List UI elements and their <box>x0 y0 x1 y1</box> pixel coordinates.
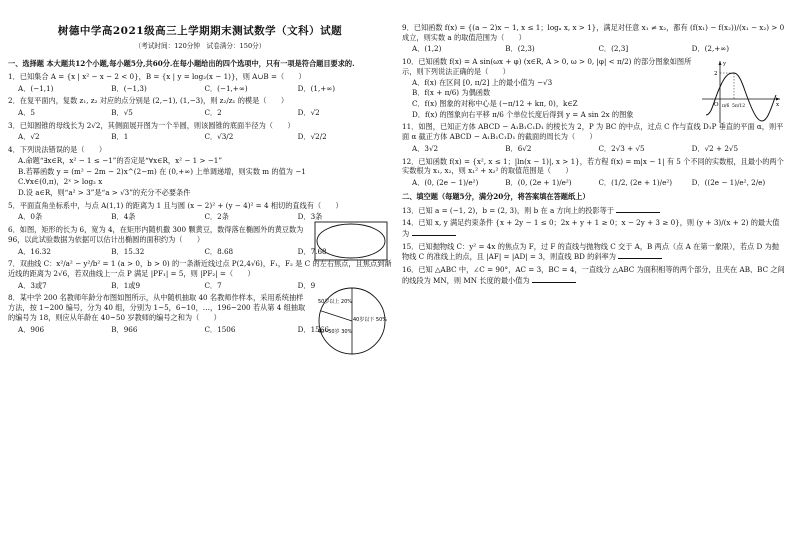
options <box>402 178 786 188</box>
exam-title: 树德中学高2021级高三上学期期末测试数学（文科）试题 <box>57 25 343 37</box>
option-b: B．1或9 <box>111 280 141 290</box>
section-fill-heading: 二、填空题（每题5分，满分20分，将答案填在答题纸上） <box>402 191 590 201</box>
section-choice-heading: 一、选择题 本大题共12个小题,每小题5分,共60分.在每小题给出的四个选项中，只有一项是符合题目要求的. <box>8 59 355 69</box>
option-c: C.∀x∈(0,π)，2ˣ > log₂ x <box>18 177 103 187</box>
pie-label-under40: 40岁以下 50% <box>352 317 388 324</box>
option-a: A．f(x) 在区间 [0, π/2] 上的最小值为 −√3 <box>412 77 553 87</box>
option-b: B．966 <box>111 324 138 334</box>
answer-blank[interactable] <box>616 205 660 213</box>
option-c: C．2条 <box>204 212 229 222</box>
question-text: 7．双曲线 C：x²/a² − y²/b² = 1 (a > 0，b > 0) 的一条渐近线过点 P(2,4√6)，F₁，F₂ 是 C 的左右焦点，且焦点到渐近线的距离为 2√6，若双曲线上一点 P 满足 |PF₁| = 5，则 |PF₂| =（ ） <box>8 259 392 278</box>
question-11 <box>402 122 786 153</box>
option-b: B．√5 <box>111 107 133 117</box>
question-text: 11．如图，已知正方体 ABCD − A₁B₁C₁D₁ 的棱长为 2，P 为 BC 的中点，过点 C 作与直线 D₁P 垂直的平面 α，则平面 α 截正方体 ABCD − A₁B₁C₁D₁ 的截面的周长为（ ） <box>402 122 784 142</box>
option-c: C．7 <box>204 280 222 290</box>
option-b: B．15.32 <box>111 246 145 256</box>
option-b: B．6√2 <box>505 143 532 153</box>
option-a: A．√2 <box>18 132 40 142</box>
question-6 <box>8 225 392 256</box>
question-text: 15．已知抛物线 C：y² = 4x 的焦点为 F，过 F 的直线与抛物线 C 交于 A，B 两点（点 A 在第一象限），若点 D 为抛物线 C 的准线上的点，且 |AF| = |AD| = 3，则直线 BD 的斜率为 <box>402 241 779 262</box>
origin-label: O <box>714 102 719 109</box>
question-13 <box>402 205 786 216</box>
amplitude-label: 2 <box>714 71 718 78</box>
option-d: D．(2,+∞) <box>691 44 730 54</box>
option-d: D．7.68 <box>297 246 327 256</box>
options <box>8 108 392 118</box>
pie-label-40to50: 40~50岁 30% <box>317 329 353 336</box>
pie-label-over50: 50岁以上 20% <box>317 299 353 306</box>
answer-blank[interactable] <box>532 275 576 283</box>
option-a: A．5 <box>18 107 35 117</box>
option-c: C．f(x) 图象的对称中心是 (−π/12 + kπ, 0)，k∈Z <box>412 99 578 109</box>
right-column <box>402 0 786 560</box>
question-text: 2．在复平面内，复数 z₁, z₂ 对应的点分别是 (2,−1), (1,−3)，则 z₂/z₁ 的模是（ ） <box>8 96 289 106</box>
option-c: C．2 <box>204 107 222 117</box>
option-b: B.若幂函数 y = (m² − 2m − 2)x^(2−m) 在 (0,+∞) 上单调递增，则实数 m 的值为 −1 <box>18 166 306 176</box>
option-a: A.命题“∃x∈R，x² − 1 ≤ −1”的否定是“∀x∈R，x² − 1 > −1” <box>18 155 223 165</box>
question-text: 9．已知函数 f(x) = {(a − 2)x − 1, x ≤ 1；logₐ x, x > 1}，满足对任意 x₁ ≠ x₂，都有 (f(x₁) − f(x₂))/(x₁ − x₂) > 0 成立，则实数 a 的取值范围为（ ） <box>402 23 785 42</box>
question-14 <box>402 218 786 238</box>
option-a: A．3或7 <box>18 280 47 290</box>
option-c: C．√3/2 <box>204 132 234 142</box>
option-d: D．√2/2 <box>297 132 327 142</box>
option-d: D．f(x) 的图象向右平移 π/6 个单位长度后得到 y = A sin 2x 的图象 <box>412 109 634 119</box>
option-b: B．(2,3) <box>505 44 535 54</box>
question-15 <box>402 242 786 262</box>
option-d: D．√2 <box>297 107 320 117</box>
question-text: 13．已知 a = (−1, 2)，b = (2, 3)，则 b 在 a 方向上的投影等于 <box>402 205 615 215</box>
ellipse-in-rectangle-figure <box>314 221 388 261</box>
option-c: C．(2,3] <box>598 44 629 54</box>
question-text: 1．已知集合 A = {x | x² − x − 2 < 0}，B = {x | y = log₂(x − 1)}，则 A∪B =（ ） <box>8 71 306 81</box>
question-3 <box>8 121 392 142</box>
option-d: D.设 a∈R，则“a² > 3”是“a > √3”的充分不必要条件 <box>18 187 191 197</box>
option-c: C．(−1,+∞) <box>204 83 248 93</box>
question-4 <box>8 145 392 198</box>
exam-subtitle: （考试时间：120分钟 试卷满分：150分） <box>134 42 266 51</box>
question-5 <box>8 201 392 222</box>
option-a: A．(0, (2e − 1)/e²) <box>412 178 479 188</box>
option-d: D．1566 <box>297 324 329 334</box>
answer-blank[interactable] <box>412 228 456 236</box>
pie-divider-left <box>321 311 352 321</box>
option-c: C．2√3 + √5 <box>598 143 645 153</box>
question-text: 10．已知函数 f(x) = A sin(ωx + φ) (x∈R, A > 0, ω > 0, |φ| < π/2) 的部分图象如图所示，则下列说法正确的是（ ） <box>402 57 692 76</box>
question-text: 5．平面直角坐标系中，与点 A(1,1) 的距离为 1 且与圆 (x − 2)² + (y − 4)² = 4 相切的直线有（ ） <box>8 200 343 210</box>
option-d: D．3条 <box>297 212 323 222</box>
question-text: 6．如图，矩形的长为 6，宽为 4，在矩形内随机撒 300 颗黄豆，数得落在椭圆外的黄豆数为 96，以此试验数据为依据可以估计出椭圆的面积约为（ ） <box>8 225 304 244</box>
option-a: A．(1,2) <box>412 44 442 54</box>
option-a: A．(−1,1) <box>18 83 54 93</box>
option-b: B．(−1,3) <box>111 83 147 93</box>
option-a: A．16.32 <box>18 246 51 256</box>
question-text: 16．已知 △ABC 中，∠C = 90°，AC = 3，BC = 4，一直线分 △ABC 为面积相等的两个部分，且夹在 AB、BC 之间的线段为 MN，则 MN 长度的最小值为 <box>402 265 785 285</box>
question-9 <box>402 23 786 54</box>
option-c: C．1506 <box>204 324 236 334</box>
ellipse <box>317 224 385 258</box>
option-a: A．3√2 <box>412 143 439 153</box>
option-d: D．√2 + 2√5 <box>691 143 739 153</box>
option-c: C．(1/2, (2e + 1)/e²) <box>598 178 673 188</box>
options <box>8 132 392 142</box>
question-text: 8．某中学 200 名教师年龄分布图如图所示，从中随机抽取 40 名教师作样本，采用系统抽样方法，按 1~200 编号，分为 40 组，分别为 1~5，6~10，…，196~200 若从第 4 组抽取的编号为 18，则应从年龄在 40~50 岁教师的编号之和为（ ） <box>8 293 306 322</box>
rectangle <box>315 222 387 260</box>
question-16 <box>402 265 786 285</box>
option-a: A．906 <box>18 324 45 334</box>
question-text: 14．已知 x, y 满足约束条件 {x + 2y − 1 ≤ 0；2x + y + 1 ≥ 0；x − 2y + 3 ≥ 0}，则 (y + 3)/(x + 2) 的最大值为 <box>402 218 780 238</box>
option-d: D．(1,+∞) <box>297 83 336 93</box>
sine-graph-figure <box>698 59 782 125</box>
question-1 <box>8 72 392 93</box>
left-column <box>8 0 392 560</box>
option-d: D．((2e − 1)/e², 2/e) <box>691 178 766 188</box>
option-b: B．4条 <box>111 212 136 222</box>
age-distribution-pie <box>316 285 388 357</box>
option-b: B．1 <box>111 132 129 142</box>
x-label: x <box>776 102 780 109</box>
question-text: 12．已知函数 f(x) = {x², x ≤ 1；|ln(x − 1)|, x > 1}，若方程 f(x) = m|x − 1| 有 5 个不同的实数根，且最小的两个实数根为 x₁, x₂，则 x₁² + x₂² 的取值范围是（ ） <box>402 156 784 176</box>
answer-blank[interactable] <box>618 251 662 259</box>
option-d: D．9 <box>297 280 316 290</box>
y-axis-arrow <box>719 61 722 65</box>
x-axis-arrow <box>776 98 780 101</box>
option-b: B．f(x + π/6) 为偶函数 <box>412 88 491 98</box>
y-label: y <box>723 61 727 68</box>
tick-pi-6: π/6 <box>722 104 730 110</box>
options <box>8 84 392 94</box>
question-2 <box>8 96 392 117</box>
tick-5pi-12: 5π/12 <box>732 104 746 110</box>
sine-curve <box>706 73 776 121</box>
options <box>402 144 786 154</box>
question-8 <box>8 293 392 334</box>
question-text: 3．已知圆锥的母线长为 2√2，其侧面展开图为一个半圆，则该圆锥的底面半径为（ ） <box>8 120 295 130</box>
question-10 <box>402 57 786 119</box>
question-12 <box>402 157 786 188</box>
option-b: B．(0, (2e + 1)/e²) <box>505 178 572 188</box>
options <box>402 44 786 54</box>
option-c: C．8.68 <box>204 246 234 256</box>
question-text: 4．下列说法错误的是（ ） <box>8 145 107 155</box>
option-a: A．0条 <box>18 212 43 222</box>
